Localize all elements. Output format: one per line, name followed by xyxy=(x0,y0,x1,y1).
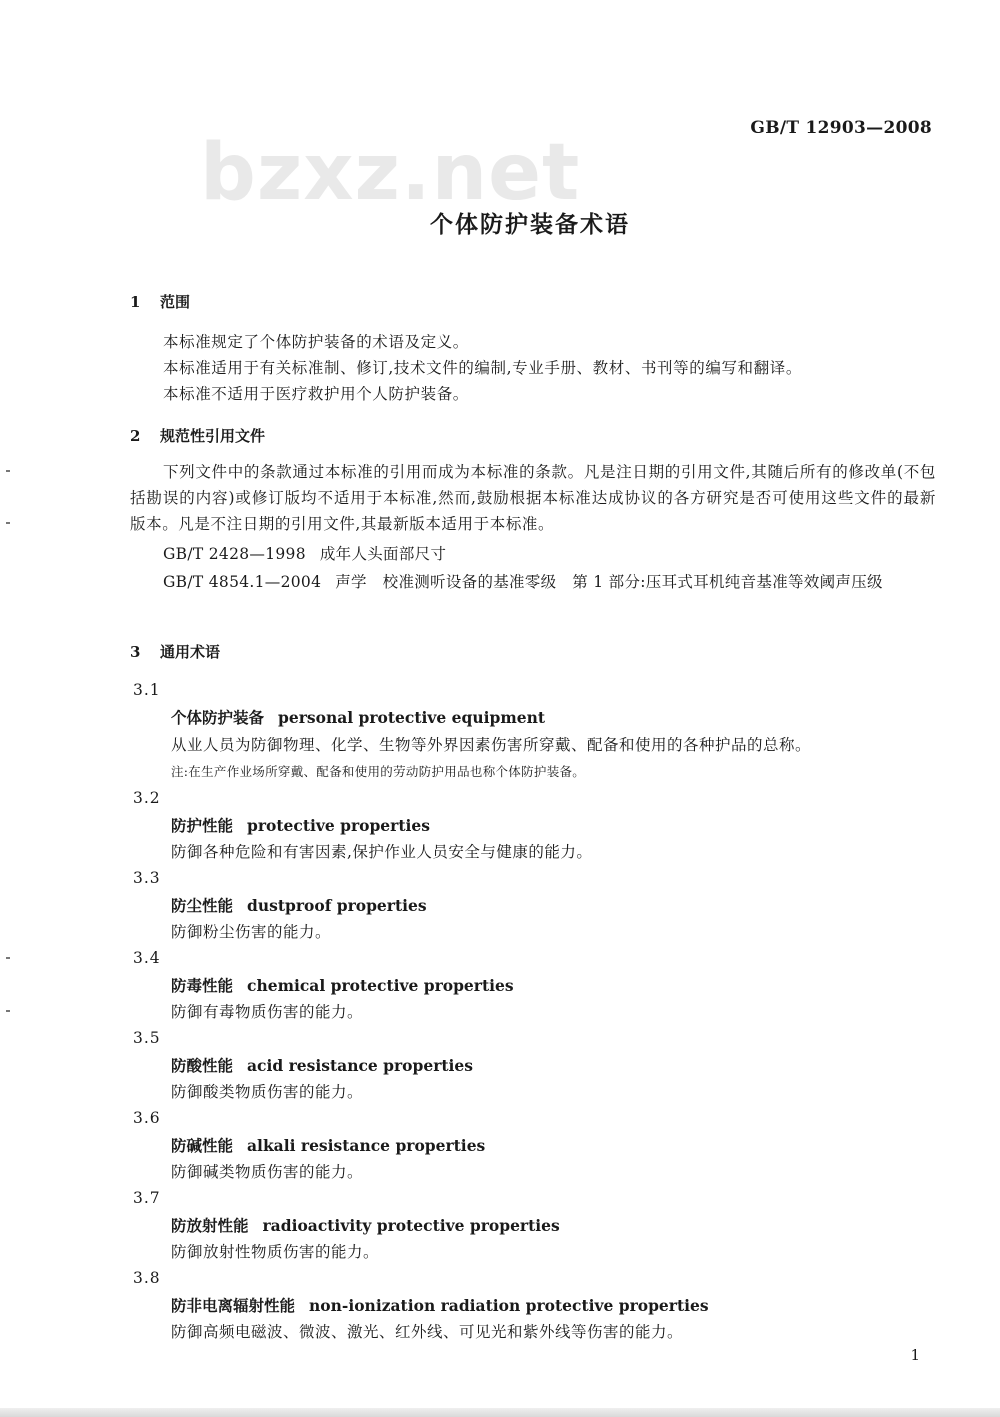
paragraph: 本标准规定了个体防护装备的术语及定义。 xyxy=(163,333,469,351)
paragraph: 本标准不适用于医疗救护用个人防护装备。 xyxy=(163,385,469,403)
term-heading xyxy=(171,1054,473,1076)
term-heading xyxy=(171,894,427,916)
standard-code: GB/T 12903—2008 xyxy=(750,118,932,138)
section-3-heading xyxy=(130,641,220,662)
term-en: chemical protective properties xyxy=(247,976,514,995)
term-definition: 防御高频电磁波、微波、激光、红外线、可见光和紫外线等伤害的能力。 xyxy=(171,1323,684,1341)
term-zh: 个体防护装备 xyxy=(171,708,265,727)
term-heading xyxy=(171,706,545,728)
paragraph: 本标准适用于有关标准制、修订,技术文件的编制,专业手册、教材、书刊等的编写和翻译。 xyxy=(163,359,802,377)
scan-mark xyxy=(6,522,10,524)
section-1-heading xyxy=(130,291,190,312)
reference-code: GB/T 4854.1—2004 xyxy=(163,573,322,591)
clause-number: 3.6 xyxy=(133,1109,161,1127)
term-definition: 防御放射性物质伤害的能力。 xyxy=(171,1243,380,1261)
reference-title: 声学 校准测听设备的基准零级 第 1 部分:压耳式耳机纯音基准等效阈声压级 xyxy=(335,573,883,591)
section-title: 范围 xyxy=(160,293,191,311)
term-heading xyxy=(171,1294,709,1316)
reference-title: 成年人头面部尺寸 xyxy=(319,545,447,563)
term-heading xyxy=(171,814,430,836)
term-en: acid resistance properties xyxy=(247,1056,473,1075)
term-definition: 防御各种危险和有害因素,保护作业人员安全与健康的能力。 xyxy=(171,843,593,861)
term-note: 注:在生产作业场所穿戴、配备和使用的劳动防护用品也称个体防护装备。 xyxy=(171,764,586,779)
clause-number: 3.1 xyxy=(133,681,161,699)
term-zh: 防非电离辐射性能 xyxy=(171,1296,296,1315)
scan-mark xyxy=(6,470,10,472)
term-zh: 防护性能 xyxy=(171,816,234,835)
page-bottom-edge xyxy=(0,1408,1000,1417)
section-title: 规范性引用文件 xyxy=(160,427,266,445)
section-2-heading xyxy=(130,425,265,446)
clause-number: 3.7 xyxy=(133,1189,161,1207)
term-definition: 防御碱类物质伤害的能力。 xyxy=(171,1163,364,1181)
clause-number: 3.2 xyxy=(133,789,161,807)
page-number: 1 xyxy=(910,1346,920,1364)
term-zh: 防放射性能 xyxy=(171,1216,249,1235)
section-number: 2 xyxy=(130,427,141,445)
clause-number: 3.3 xyxy=(133,869,161,887)
term-en: alkali resistance properties xyxy=(247,1136,486,1155)
term-zh: 防毒性能 xyxy=(171,976,234,995)
term-en: protective properties xyxy=(247,816,430,835)
reference-item xyxy=(130,568,936,596)
section-title: 通用术语 xyxy=(160,643,221,661)
document-title: 个体防护装备术语 xyxy=(430,211,630,238)
scan-mark xyxy=(6,957,10,959)
term-definition: 防御有毒物质伤害的能力。 xyxy=(171,1003,364,1021)
scan-mark xyxy=(6,1010,10,1012)
section-number: 3 xyxy=(130,643,141,661)
clause-number: 3.8 xyxy=(133,1269,161,1287)
watermark: bzxz.net xyxy=(200,128,581,218)
term-zh: 防酸性能 xyxy=(171,1056,234,1075)
term-en: personal protective equipment xyxy=(278,708,546,727)
term-heading xyxy=(171,1214,560,1236)
term-zh: 防碱性能 xyxy=(171,1136,234,1155)
term-zh: 防尘性能 xyxy=(171,896,234,915)
term-en: non-ionization radiation protective properties xyxy=(309,1296,709,1315)
term-heading xyxy=(171,974,514,996)
clause-number: 3.4 xyxy=(133,949,161,967)
term-heading xyxy=(171,1134,485,1156)
section-number: 1 xyxy=(130,293,141,311)
reference-code: GB/T 2428—1998 xyxy=(163,545,306,563)
term-definition: 从业人员为防御物理、化学、生物等外界因素伤害所穿戴、配备和使用的各种护品的总称。 xyxy=(171,736,812,754)
term-en: dustproof properties xyxy=(247,896,427,915)
term-en: radioactivity protective properties xyxy=(262,1216,560,1235)
term-definition: 防御粉尘伤害的能力。 xyxy=(171,923,332,941)
clause-number: 3.5 xyxy=(133,1029,161,1047)
reference-item xyxy=(130,540,936,568)
term-definition: 防御酸类物质伤害的能力。 xyxy=(171,1083,364,1101)
normative-references-paragraph: 下列文件中的条款通过本标准的引用而成为本标准的条款。凡是注日期的引用文件,其随后所有的修改单(不包括勘误的内容)或修订版均不适用于本标准,然而,鼓励根据本标准达成协议的各方研究是否可使用这些文件的最新版本。凡是不注日期的引用文件,其最新版本适用于本标准。 xyxy=(130,463,936,533)
